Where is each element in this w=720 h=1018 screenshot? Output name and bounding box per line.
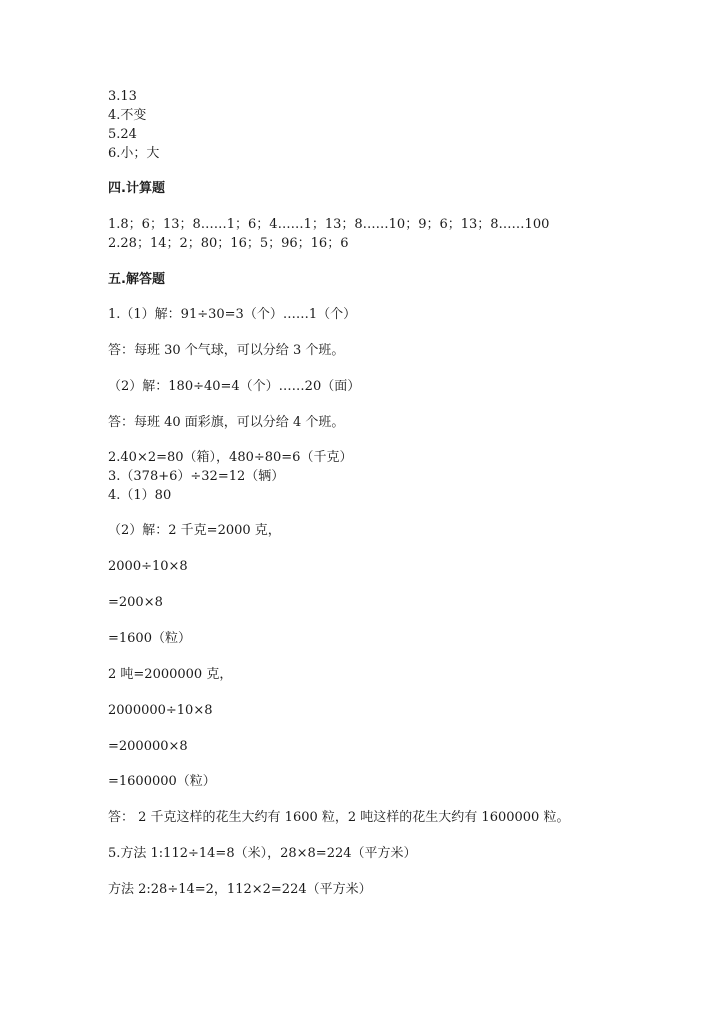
q4-part2: （2）解：2 千克=2000 克， xyxy=(108,523,281,538)
q2-line: 2.40×2=80（箱），480÷80=6（千克） xyxy=(108,450,353,465)
q4-step-5: 2000000÷10×8 xyxy=(108,703,213,718)
q4-part1: 4.（1）80 xyxy=(108,488,172,503)
q1-answer2: 答：每班 40 面彩旗，可以分给 4 个班。 xyxy=(108,415,345,430)
answer-line-5: 5.24 xyxy=(108,127,137,142)
q1-answer1: 答：每班 30 个气球，可以分给 3 个班。 xyxy=(108,343,345,358)
q5-method2: 方法 2:28÷14=2，112×2=224（平方米） xyxy=(108,882,372,897)
q1-part1: 1.（1）解：91÷30=3（个）……1（个） xyxy=(108,307,357,322)
q3-line: 3.（378+6）÷32=12（辆） xyxy=(108,469,285,484)
q4-step-7: =1600000（粒） xyxy=(108,774,216,789)
q4-step-2: =200×8 xyxy=(108,595,163,610)
answer-line-3: 3.13 xyxy=(108,89,137,104)
section-5-title: 五.解答题 xyxy=(108,272,165,287)
q1-part2: （2）解：180÷40=4（个）……20（面） xyxy=(108,379,361,394)
q4-step-3: =1600（粒） xyxy=(108,631,191,646)
q4-step-6: =200000×8 xyxy=(108,739,188,754)
calc-line-1: 1.8；6；13；8……1；6；4……1；13；8……10；9；6；13；8……100 xyxy=(108,217,550,232)
answer-line-6: 6.小；大 xyxy=(108,146,160,161)
q4-step-1: 2000÷10×8 xyxy=(108,559,188,574)
q4-step-4: 2 吨=2000000 克， xyxy=(108,667,233,682)
q4-answer: 答： 2 千克这样的花生大约有 1600 粒，2 吨这样的花生大约有 1600000 粒。 xyxy=(108,810,570,825)
q5-method1: 5.方法 1:112÷14=8（米），28×8=224（平方米） xyxy=(108,846,417,861)
calc-line-2: 2.28；14；2；80；16；5；96；16；6 xyxy=(108,236,349,251)
answer-line-4: 4.不变 xyxy=(108,108,147,123)
section-4-title: 四.计算题 xyxy=(108,181,165,196)
